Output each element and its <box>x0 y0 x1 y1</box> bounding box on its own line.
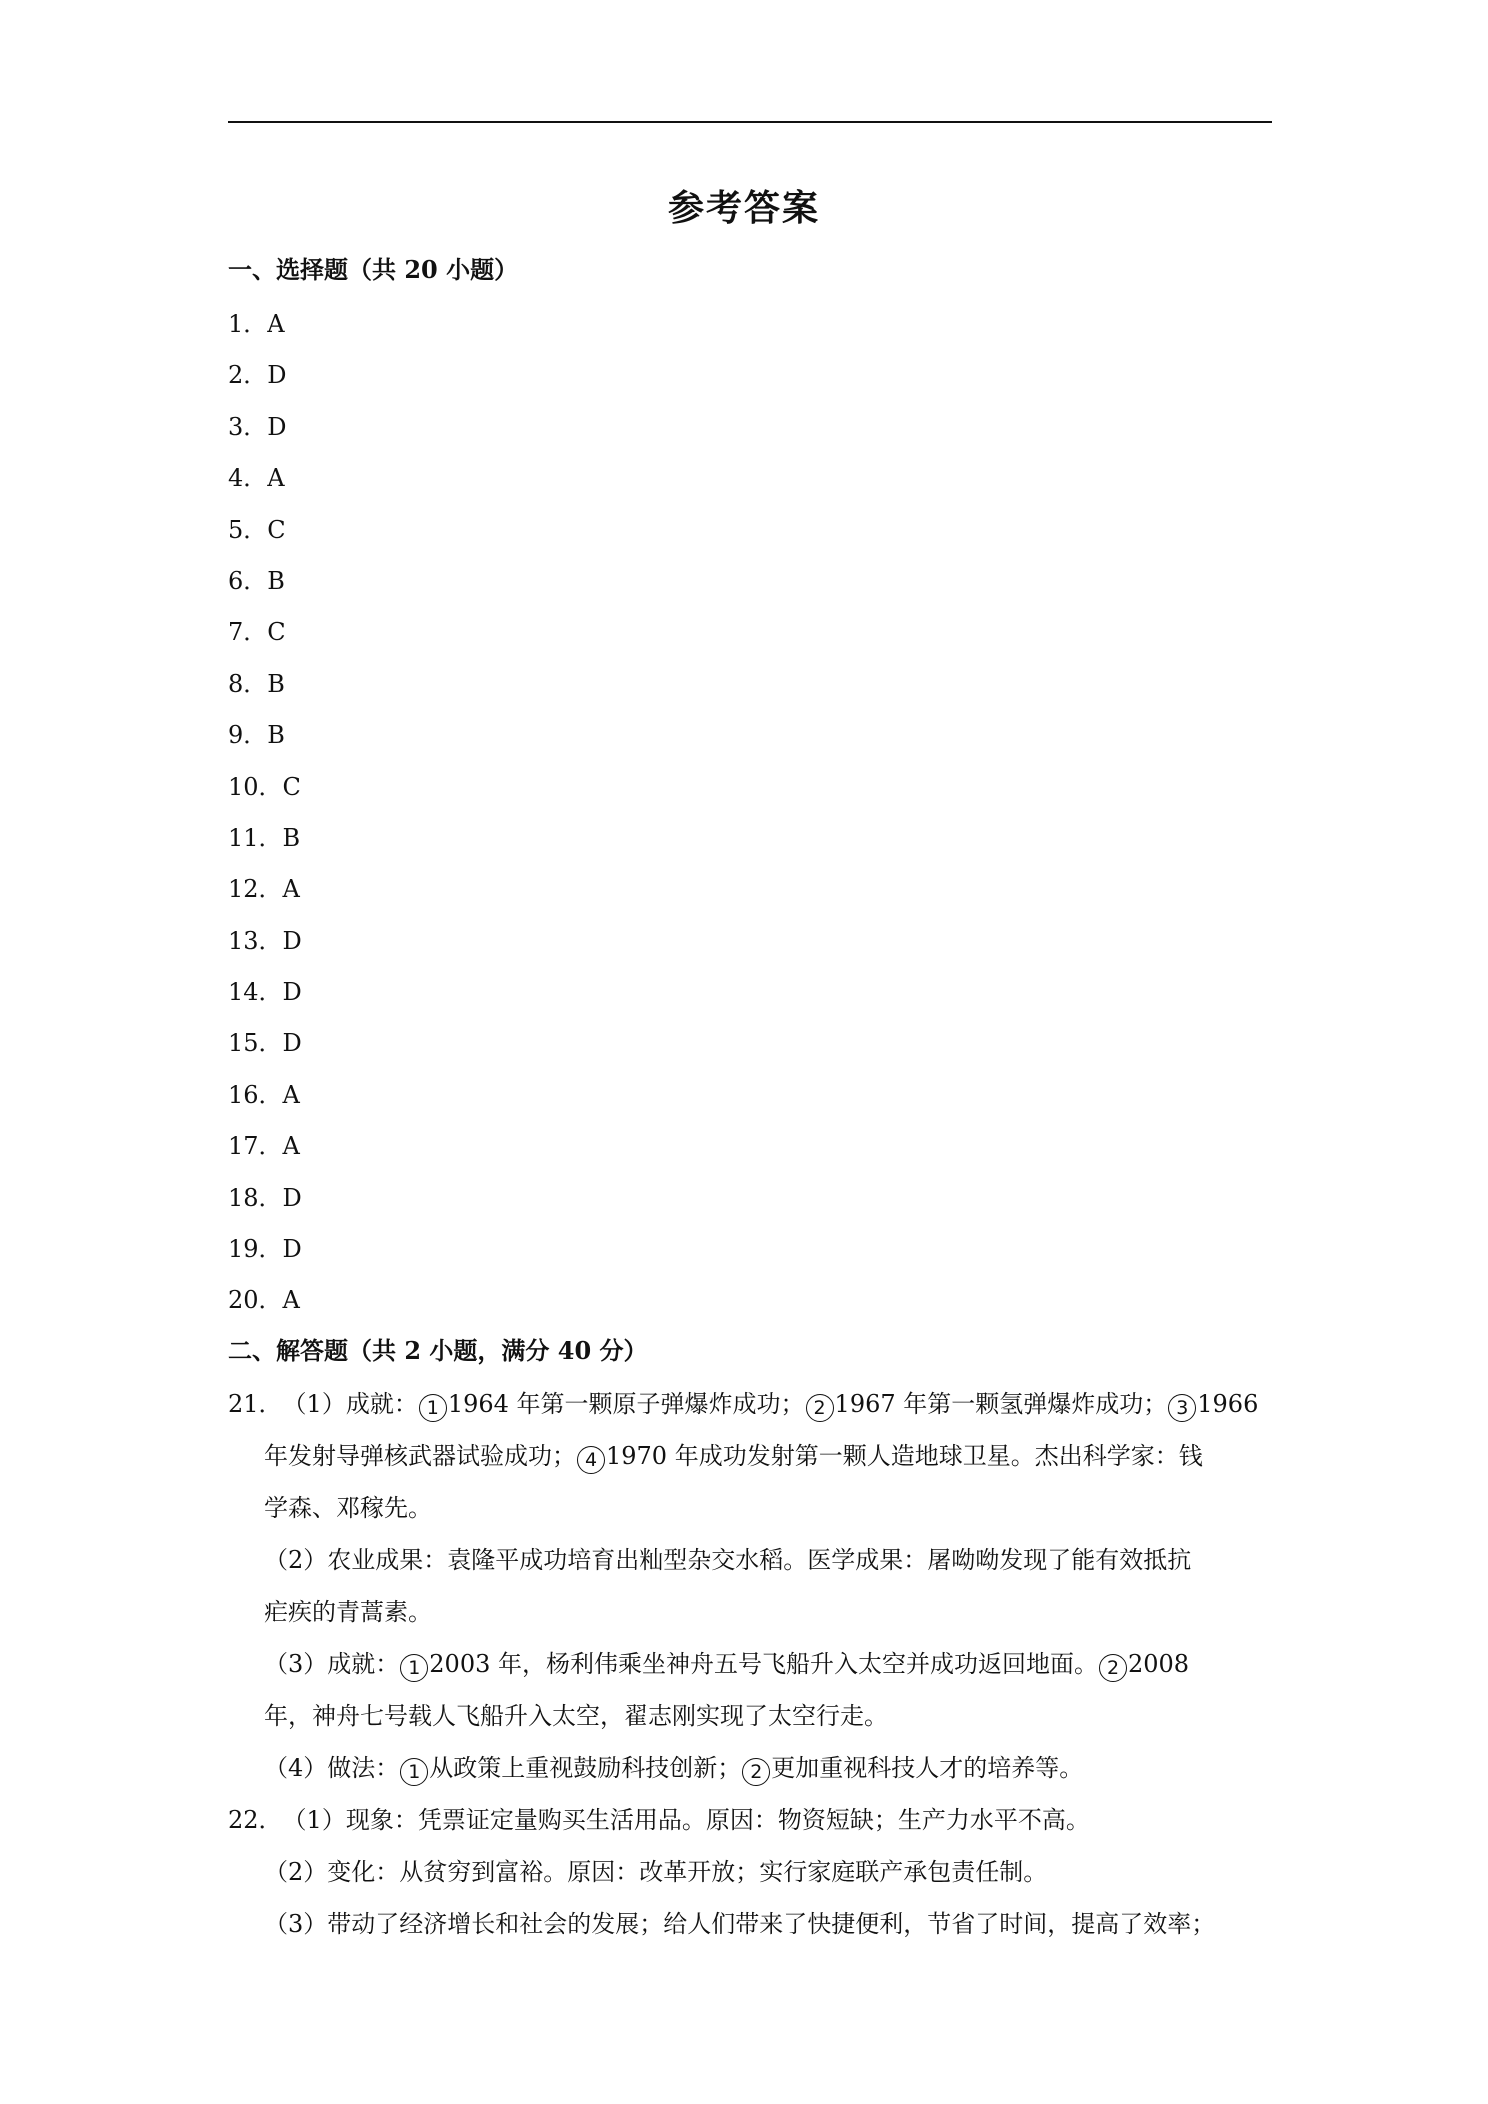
list-item <box>228 462 302 513</box>
choice-answer-list <box>228 308 302 1336</box>
q21-part3-line2: 年，神舟七号载人飞船升入太空，翟志刚实现了太空行走。 <box>264 1702 888 1730</box>
circled-number-icon: 1 <box>400 1758 428 1786</box>
q21-part1-line1 <box>228 1378 1272 1430</box>
answer-value: A <box>267 310 285 338</box>
list-item <box>228 1027 302 1078</box>
question-22 <box>228 1794 1272 1950</box>
answer-value: A <box>282 1132 300 1161</box>
list-item <box>228 873 302 924</box>
q21-part2-line2: 疟疾的青蒿素。 <box>264 1598 432 1626</box>
circled-number-icon: 2 <box>742 1758 770 1786</box>
answer-value: B <box>267 566 285 595</box>
list-item <box>228 308 302 359</box>
answer-value: D <box>282 1183 302 1212</box>
list-item <box>228 1130 302 1181</box>
list-item <box>228 514 302 565</box>
answer-number: 6． <box>228 566 268 595</box>
answer-number: 13． <box>228 926 283 955</box>
answer-number: 7． <box>228 618 268 647</box>
q21-part4-prefix: （4）做法： <box>264 1754 400 1782</box>
list-item <box>228 822 302 873</box>
section-heading-choice: 一、选择题（共 20 小题） <box>228 255 519 284</box>
answer-value: A <box>267 464 285 493</box>
q21-part1-text: 年发射导弹核武器试验成功； <box>264 1442 576 1470</box>
answer-number: 2． <box>228 361 268 390</box>
q21-part4-text: 从政策上重视鼓励科技创新； <box>429 1754 742 1782</box>
answer-value: A <box>282 1286 300 1315</box>
answer-number: 20． <box>228 1286 283 1315</box>
q21-part3-prefix: （3）成就： <box>264 1650 400 1678</box>
circled-number-icon: 3 <box>1168 1394 1196 1422</box>
answer-value: D <box>282 926 302 955</box>
list-item <box>228 359 302 410</box>
list-item <box>228 976 302 1027</box>
q22-part3-line: （3）带动了经济增长和社会的发展；给人们带来了快捷便利，节省了时间，提高了效率； <box>264 1910 1216 1938</box>
list-item <box>228 719 302 770</box>
header-rule <box>228 121 1272 123</box>
answer-value: C <box>267 618 286 647</box>
answer-value: B <box>282 823 301 852</box>
list-item <box>228 616 302 667</box>
circled-number-icon: 1 <box>419 1394 447 1422</box>
answer-number: 17． <box>228 1132 283 1161</box>
q21-part4-text: 更加重视科技人才的培养等。 <box>771 1754 1084 1782</box>
q21-part1-line3: 学森、邓稼先。 <box>264 1494 432 1522</box>
answer-number: 3． <box>228 412 268 441</box>
answer-value: D <box>267 412 287 441</box>
answer-value: A <box>282 1080 300 1109</box>
answer-number: 11． <box>228 823 283 852</box>
answer-value: D <box>267 361 287 390</box>
answer-number: 10． <box>228 772 283 801</box>
q21-part3-text: 2008 <box>1128 1650 1190 1678</box>
q21-part3-text: 2003 年，杨利伟乘坐神舟五号飞船升入太空并成功返回地面。 <box>429 1650 1098 1678</box>
q21-part1-text: 1964 年第一颗原子弹爆炸成功； <box>447 1390 805 1418</box>
answer-number: 15． <box>228 1029 283 1058</box>
section-heading-essay: 二、解答题（共 2 小题，满分 40 分） <box>228 1336 648 1365</box>
answer-number: 8． <box>228 669 268 698</box>
list-item <box>228 1233 302 1284</box>
answer-number: 16． <box>228 1080 283 1109</box>
question-number: 21． <box>228 1390 283 1418</box>
answer-number: 12． <box>228 875 283 904</box>
list-item <box>228 771 302 822</box>
list-item <box>228 1079 302 1130</box>
circled-number-icon: 4 <box>577 1446 605 1474</box>
q21-part1-prefix: （1）成就： <box>282 1390 418 1418</box>
answer-number: 5． <box>228 515 268 544</box>
answer-number: 19． <box>228 1235 283 1264</box>
answer-value: D <box>282 1029 302 1058</box>
answer-value: C <box>267 515 286 544</box>
question-21 <box>228 1378 1272 1794</box>
answer-number: 1． <box>228 310 268 338</box>
page-title: 参考答案 <box>667 187 820 229</box>
q21-part3-line1 <box>228 1638 1272 1690</box>
q22-part1-text: （1）现象：凭票证定量购买生活用品。原因：物资短缺；生产力水平不高。 <box>282 1806 1090 1834</box>
answer-number: 9． <box>228 721 268 750</box>
answer-value: C <box>282 772 301 801</box>
q21-part1-text: 1967 年第一颗氢弹爆炸成功； <box>834 1390 1168 1418</box>
q21-part4-line1 <box>228 1742 1272 1794</box>
question-number: 22． <box>228 1806 283 1834</box>
answer-number: 18． <box>228 1183 283 1212</box>
answer-value: B <box>267 721 285 750</box>
answer-value: D <box>282 978 302 1007</box>
q21-part2-line1: （2）农业成果：袁隆平成功培育出籼型杂交水稻。医学成果：屠呦呦发现了能有效抵抗 <box>264 1546 1192 1574</box>
circled-number-icon: 2 <box>806 1394 834 1422</box>
answer-number: 4． <box>228 464 268 493</box>
q21-part1-text: 1970 年成功发射第一颗人造地球卫星。杰出科学家：钱 <box>606 1442 1203 1470</box>
answer-value: A <box>282 875 300 904</box>
q22-part1-line <box>228 1794 1272 1846</box>
list-item <box>228 411 302 462</box>
list-item <box>228 1182 302 1233</box>
list-item <box>228 925 302 976</box>
list-item <box>228 565 302 616</box>
circled-number-icon: 2 <box>1099 1654 1127 1682</box>
circled-number-icon: 1 <box>400 1654 428 1682</box>
answer-value: D <box>282 1235 302 1264</box>
q21-part1-line2 <box>228 1430 1272 1482</box>
q21-part1-text: 1966 <box>1197 1390 1259 1418</box>
answer-value: B <box>267 669 285 698</box>
list-item <box>228 1284 302 1335</box>
list-item <box>228 668 302 719</box>
answer-number: 14． <box>228 978 283 1007</box>
q22-part2-line: （2）变化：从贫穷到富裕。原因：改革开放；实行家庭联产承包责任制。 <box>264 1858 1048 1886</box>
